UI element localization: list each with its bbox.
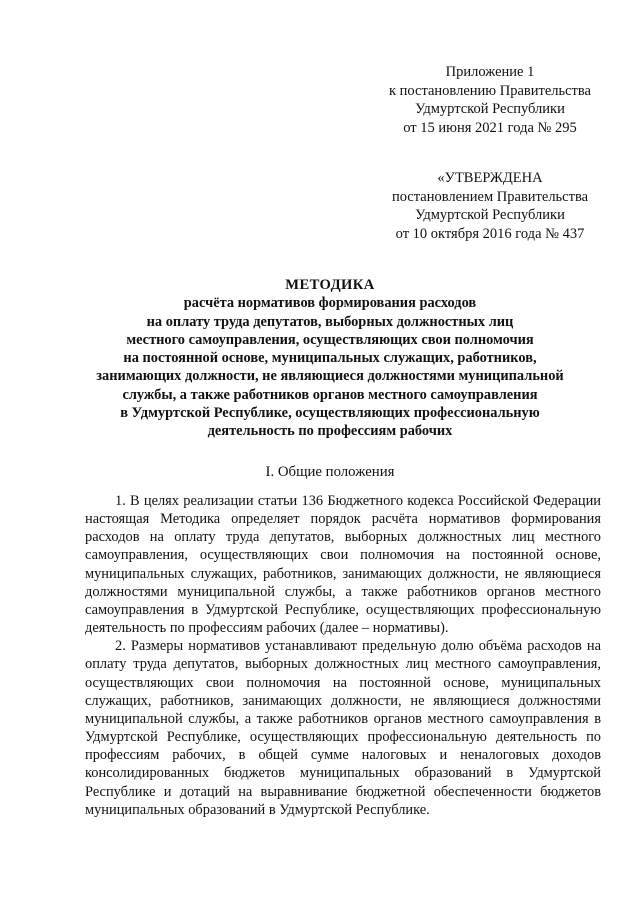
title-line: службы, а также работников органов местного самоуправления [122,386,538,403]
approval-line: Удмуртской Республики [415,207,565,223]
appendix-line: к постановлению Правительства [389,82,591,99]
title-line: местного самоуправления, осуществляющих свои полномочия [126,331,534,348]
paragraph-2: 2. Размеры нормативов устанавливают предельную долю объёма расходов на оплату труда депутатов, выборных должностных лиц местного самоуправления, осуществляющих свои полномочия на постоянной основе, муниципальных служащих, работников, занимающих должности, не являющиеся должностями муниципальной службы, а также работников органов местного самоуправления в Удмуртской Республике, осуществляющих профессиональную деятельность по профессиям рабочих, в общей сумме налоговых и неналоговых доходов консолидированных бюджетов муниципальных образований в Удмуртской Республике и дотаций на выравнивание бюджетной обеспеченности бюджетов муниципальных образований в Удмуртской Республике. [85,638,601,818]
title-line: расчёта нормативов формирования расходов [183,295,477,312]
title-line: занимающих должности, не являющиеся должностями муниципальной [96,368,564,385]
document-title [60,276,600,441]
approval-line: «УТВЕРЖДЕНА [437,170,543,186]
appendix-line: Приложение 1 [445,64,535,80]
approval-line: постановлением Правительства [391,188,589,205]
appendix-line: от 15 июня 2021 года № 295 [403,119,577,136]
title-line: на оплату труда депутатов, выборных должностных лиц [146,313,514,330]
section-body [85,492,601,819]
title-line: деятельность по профессиям рабочих [207,423,453,440]
approval-line: от 10 октября 2016 года № 437 [395,225,585,242]
paragraph-1: 1. В целях реализации статьи 136 Бюджетного кодекса Российской Федерации настоящая Методика определяет порядок расчёта нормативов формирования расходов на оплату труда депутатов, выборных должностных лиц местного самоуправления, осуществляющих свои полномочия на постоянной основе, муниципальных служащих, работников, занимающих должности, не являющиеся должностями муниципальной службы, а также работников органов местного самоуправления в Удмуртской Республике, осуществляющих профессиональную деятельность по профессиям рабочих (далее – нормативы). [85,493,601,637]
title-line: на постоянной основе, муниципальных служащих, работников, [123,350,537,367]
section-heading: I. Общие положения [265,464,395,480]
title-heading: МЕТОДИКА [285,277,375,293]
appendix-line: Удмуртской Республики [415,101,565,117]
title-line: в Удмуртской Республике, осуществляющих профессиональную [120,405,540,422]
approval-stamp-text [380,169,600,243]
appendix-reference [380,63,600,137]
